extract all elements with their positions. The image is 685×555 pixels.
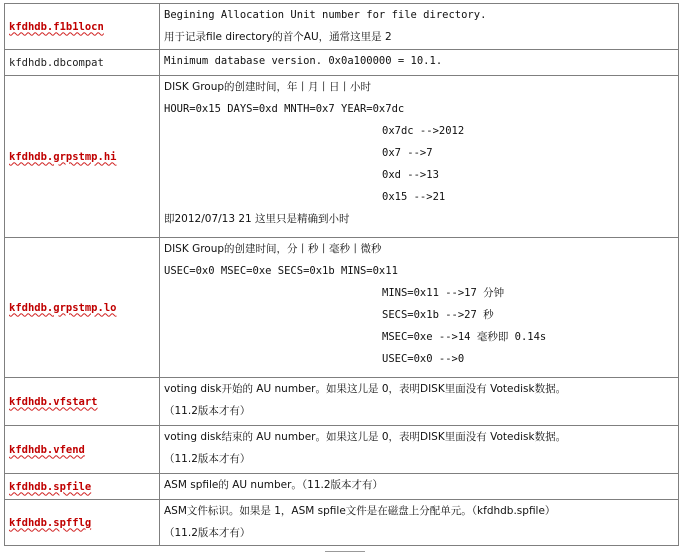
field-name: kfdhdb.dbcompat: [9, 56, 104, 69]
table-row: [5, 378, 679, 426]
field-description-cell: [160, 238, 679, 378]
page-divider: [325, 551, 365, 552]
field-description-cell: [160, 378, 679, 426]
description-line: HOUR=0x15 DAYS=0xd MNTH=0x7 YEAR=0x7dc: [164, 103, 405, 115]
description-line: （11.2版本才有）: [164, 405, 251, 417]
table-row: [5, 426, 679, 474]
table-row: [5, 50, 679, 76]
description-line: 0xd -->13: [382, 169, 439, 181]
field-name: kfdhdb.vfend: [9, 443, 85, 456]
field-name-cell: [5, 474, 160, 500]
description-line: 0x7 -->7: [382, 147, 433, 159]
field-name: kfdhdb.spfflg: [9, 516, 92, 529]
description-line: 用于记录file directory的首个AU，通常这里是 2: [164, 31, 392, 43]
field-name-cell: [5, 426, 160, 474]
description-line: Minimum database version. 0x0a100000 = 10.1.: [164, 55, 443, 67]
field-name: kfdhdb.grpstmp.hi: [9, 150, 117, 163]
field-name: kfdhdb.vfstart: [9, 395, 98, 408]
field-description-cell: [160, 50, 679, 76]
description-line: DISK Group的创建时间，分丨秒丨毫秒丨微秒: [164, 243, 382, 255]
table-row: [5, 238, 679, 378]
description-line: （11.2版本才有）: [164, 453, 251, 465]
field-name-cell: [5, 238, 160, 378]
field-name-cell: [5, 4, 160, 50]
description-line: 0x15 -->21: [382, 191, 446, 203]
description-line: （11.2版本才有）: [164, 527, 251, 539]
field-description-cell: [160, 474, 679, 500]
field-name-cell: [5, 50, 160, 76]
table-row: [5, 4, 679, 50]
field-description-cell: [160, 500, 679, 546]
table-row: [5, 474, 679, 500]
description-line: voting disk开始的 AU number。如果这儿是 0，表明DISK里面没有 Votedisk数据。: [164, 383, 567, 395]
field-description-cell: [160, 426, 679, 474]
description-line: ASM spfile的 AU number。（11.2版本才有）: [164, 479, 384, 491]
description-line: 即2012/07/13 21 这里只是精确到小时: [164, 213, 350, 225]
field-description-table: [4, 3, 679, 546]
description-line: 0x7dc -->2012: [382, 125, 465, 137]
description-line: voting disk结束的 AU number。如果这儿是 0，表明DISK里面没有 Votedisk数据。: [164, 431, 567, 443]
field-name-cell: [5, 500, 160, 546]
field-name: kfdhdb.spfile: [9, 480, 92, 493]
field-description-cell: [160, 4, 679, 50]
table-row: [5, 76, 679, 238]
description-line: MINS=0x11 -->17 分钟: [382, 287, 505, 299]
description-line: USEC=0x0 MSEC=0xe SECS=0x1b MINS=0x11: [164, 265, 398, 277]
description-line: MSEC=0xe -->14 毫秒即 0.14s: [382, 331, 547, 343]
description-line: DISK Group的创建时间，年丨月丨日丨小时: [164, 81, 372, 93]
field-name-cell: [5, 76, 160, 238]
description-line: Begining Allocation Unit number for file directory.: [164, 9, 487, 21]
field-name: kfdhdb.grpstmp.lo: [9, 301, 117, 314]
table-row: [5, 500, 679, 546]
description-line: SECS=0x1b -->27 秒: [382, 309, 494, 321]
field-description-cell: [160, 76, 679, 238]
field-name-cell: [5, 378, 160, 426]
field-name: kfdhdb.f1b1locn: [9, 20, 104, 33]
description-line: USEC=0x0 -->0: [382, 353, 465, 365]
description-line: ASM文件标识。如果是 1，ASM spfile文件是在磁盘上分配单元。（kfdhdb.spfile）: [164, 505, 556, 517]
